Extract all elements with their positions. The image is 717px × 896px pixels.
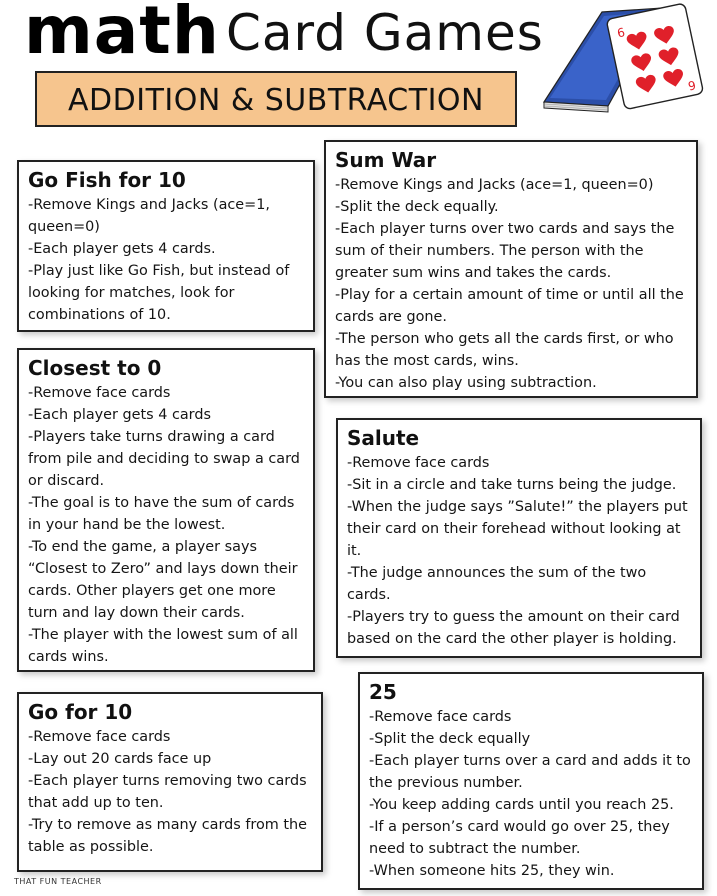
rule-line: -If a person’s card would go over 25, they <box>369 819 670 835</box>
rule-line: turn and lay down their cards. <box>28 605 245 621</box>
rule-line: -Players take turns drawing a card <box>28 429 275 445</box>
rule-line: -Each player gets 4 cards <box>28 407 211 423</box>
game-rules <box>335 174 688 394</box>
rule-line: queen=0) <box>28 219 100 235</box>
rule-line: -The person who gets all the cards first, or who <box>335 331 674 347</box>
rule-line: looking for matches, look for <box>28 285 235 301</box>
subtitle-banner <box>35 71 517 127</box>
title-card-games: Card Games <box>226 4 544 62</box>
game-rules <box>28 382 305 668</box>
rule-line: their card on their forehead without looking at <box>347 521 681 537</box>
rule-line: -Each player turns removing two cards <box>28 773 307 789</box>
rule-line: -To end the game, a player says <box>28 539 257 555</box>
game-box-closest-to-0 <box>17 348 315 672</box>
rule-line: -Players try to guess the amount on their card <box>347 609 680 625</box>
rule-line: -Each player turns over two cards and says the <box>335 221 675 237</box>
rule-line: -Remove Kings and Jacks (ace=1, queen=0) <box>335 177 654 193</box>
game-title: Closest to 0 <box>28 356 162 380</box>
rule-line: -When someone hits 25, they win. <box>369 863 615 879</box>
subtitle-text: ADDITION & SUBTRACTION <box>68 83 484 118</box>
game-box-25 <box>358 672 704 890</box>
rule-line: -Remove face cards <box>28 729 171 745</box>
rule-line: -Play just like Go Fish, but instead of <box>28 263 290 279</box>
rule-line: cards are gone. <box>335 309 447 325</box>
game-box-sum-war <box>324 140 698 398</box>
game-title: Go Fish for 10 <box>28 168 186 192</box>
rule-line: -The judge announces the sum of the two <box>347 565 647 581</box>
rule-line: -Sit in a circle and take turns being the judge. <box>347 477 677 493</box>
rule-line: -Split the deck equally. <box>335 199 499 215</box>
rule-line: -When the judge says ”Salute!” the players put <box>347 499 688 515</box>
game-box-go-for-10 <box>17 692 323 872</box>
game-box-go-fish-for-10 <box>17 160 315 332</box>
rule-line: -Each player turns over a card and adds it to <box>369 753 691 769</box>
rule-line: greater sum wins and takes the cards. <box>335 265 612 281</box>
rule-line: cards wins. <box>28 649 109 665</box>
rule-line: -Play for a certain amount of time or until all the <box>335 287 684 303</box>
rule-line: -Try to remove as many cards from the <box>28 817 308 833</box>
rule-line: that add up to ten. <box>28 795 164 811</box>
rule-line: -Remove face cards <box>369 709 512 725</box>
rule-line: based on the card the other player is holding. <box>347 631 677 647</box>
rule-line: combinations of 10. <box>28 307 171 323</box>
card-rank-bottom: 6 <box>686 77 698 93</box>
game-rules <box>28 194 305 326</box>
rule-line: -The goal is to have the sum of cards <box>28 495 295 511</box>
rule-line: table as possible. <box>28 839 154 855</box>
game-rules <box>369 706 694 882</box>
card-rank-top: 6 <box>615 25 627 41</box>
game-title: Sum War <box>335 148 437 172</box>
game-box-salute <box>336 418 702 658</box>
game-rules <box>347 452 692 650</box>
rule-line: it. <box>347 543 362 559</box>
rule-line: from pile and deciding to swap a card <box>28 451 300 467</box>
rule-line: -Split the deck equally <box>369 731 531 747</box>
rule-line: -Remove Kings and Jacks (ace=1, <box>28 197 270 213</box>
rule-line: -The player with the lowest sum of all <box>28 627 298 643</box>
footer-credit: THAT FUN TEACHER <box>14 877 102 886</box>
game-rules <box>28 726 313 858</box>
rule-line: -Lay out 20 cards face up <box>28 751 212 767</box>
rule-line: cards. <box>347 587 391 603</box>
rule-line: in your hand be the lowest. <box>28 517 226 533</box>
rule-line: need to subtract the number. <box>369 841 581 857</box>
playing-cards-icon <box>538 2 714 114</box>
rule-line: sum of their numbers. The person with the <box>335 243 644 259</box>
rule-line: -You can also play using subtraction. <box>335 375 597 391</box>
six-of-hearts-card <box>606 3 703 110</box>
rule-line: has the most cards, wins. <box>335 353 519 369</box>
game-title: 25 <box>369 680 397 704</box>
game-title: Go for 10 <box>28 700 133 724</box>
rule-line: “Closest to Zero” and lays down their <box>28 561 298 577</box>
rule-line: -Remove face cards <box>347 455 490 471</box>
rule-line: -Remove face cards <box>28 385 171 401</box>
rule-line: -You keep adding cards until you reach 25. <box>369 797 674 813</box>
rule-line: -Each player gets 4 cards. <box>28 241 216 257</box>
title-math: math <box>24 0 220 69</box>
rule-line: cards. Other players get one more <box>28 583 276 599</box>
rule-line: the previous number. <box>369 775 523 791</box>
rule-line: or discard. <box>28 473 105 489</box>
game-title: Salute <box>347 426 420 450</box>
